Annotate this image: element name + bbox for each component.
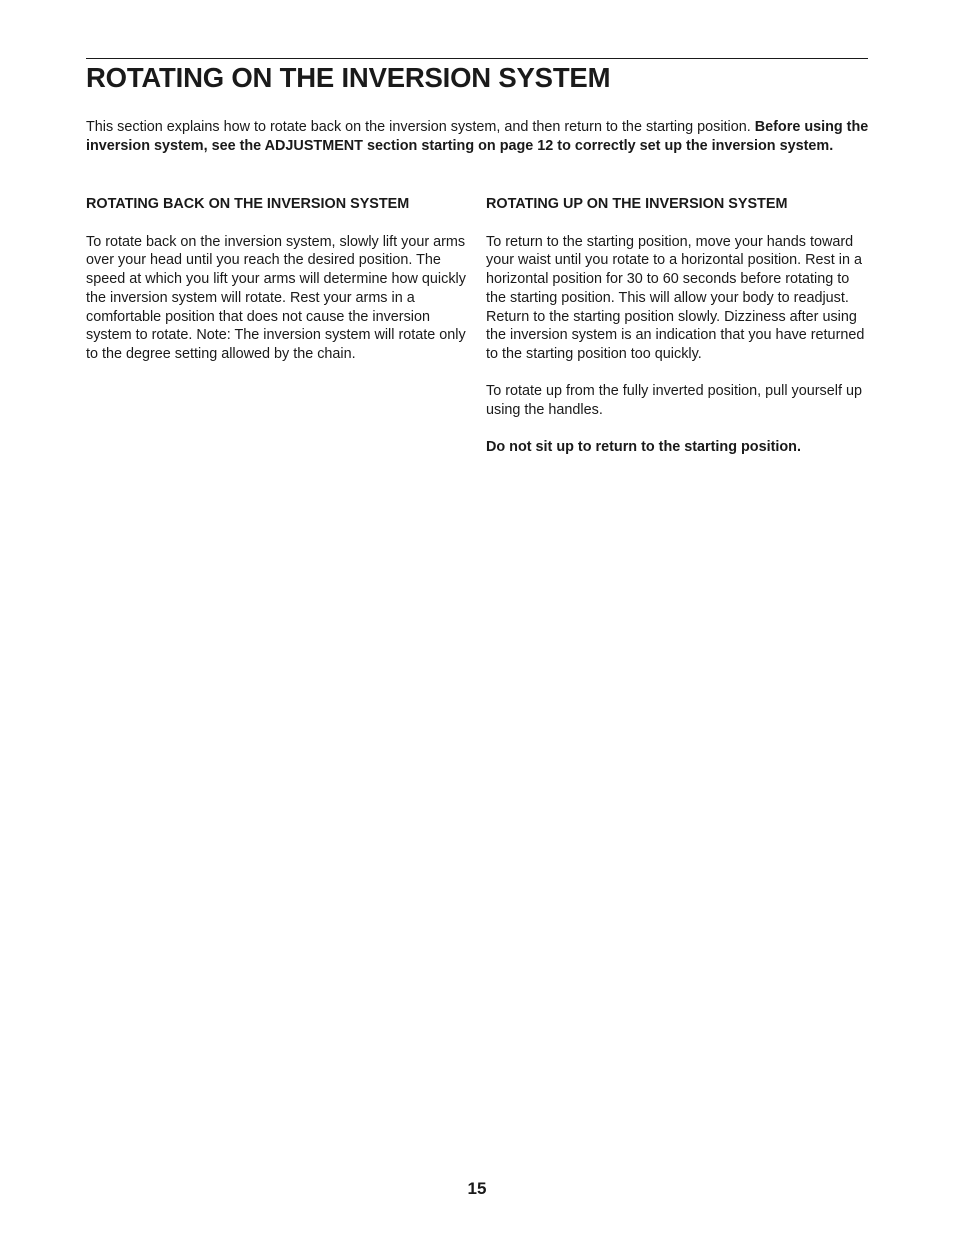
- rotating-up-warning: Do not sit up to return to the starting position.: [486, 439, 801, 456]
- rotating-up-heading: ROTATING UP ON THE INVERSION SYSTEM: [486, 196, 788, 212]
- page-title: ROTATING ON THE INVERSION SYSTEM: [86, 62, 611, 93]
- rotating-up-section: [486, 195, 872, 457]
- rotating-back-section: [86, 195, 470, 364]
- intro-bold-text: Before using the inversion system, see the ADJUSTMENT section starting on page 12 to correctly set up the inversion system.: [86, 119, 869, 154]
- rotating-back-paragraph: To rotate back on the inversion system, slowly lift your arms over your head until you reach the desired position. The speed at which you lift your arms will determine how quickly the inversion system will rotate. Rest your arms in a comfortable position that does not cause the inversion system to rotate. Note: The inversion system will rotate only to the degree setting allowed by the chain.: [86, 233, 466, 362]
- intro-paragraph: [86, 118, 870, 155]
- intro-text: This section explains how to rotate back on the inversion system, and then return to the starting position.: [86, 119, 755, 135]
- rotating-up-paragraph-1: To return to the starting position, move your hands toward your waist until you rotate to a horizontal position. Rest in a horizontal position for 30 to 60 seconds before rotating to the starting position. This will allow your body to readjust. Return to the starting position slowly. Dizziness after using the inversion system is an indication that you have returned to the starting position too quickly.: [486, 233, 865, 362]
- rotating-back-heading: ROTATING BACK ON THE INVERSION SYSTEM: [86, 196, 410, 212]
- rotating-up-paragraph-2: To rotate up from the fully inverted position, pull yourself up using the handles.: [486, 383, 862, 419]
- page-number: 15: [467, 1179, 487, 1198]
- top-rule: [86, 58, 868, 59]
